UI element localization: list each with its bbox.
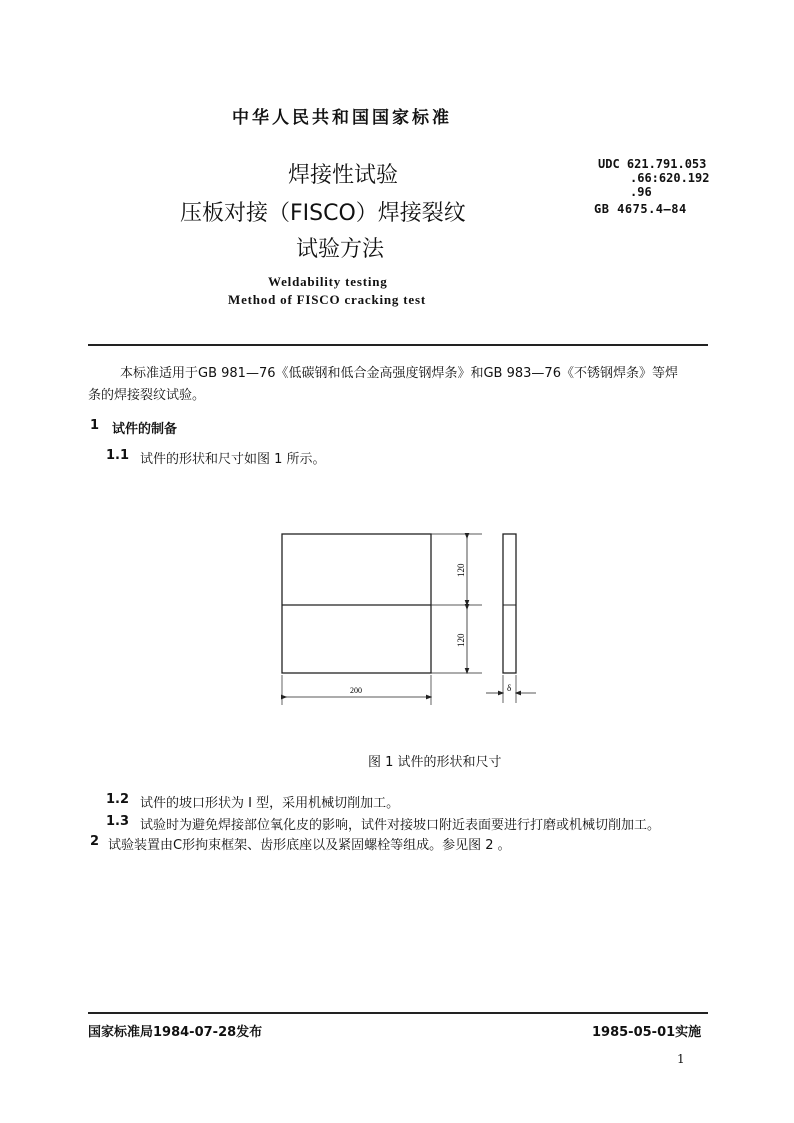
section-2-text: 试验装置由C形拘束框架、齿形底座以及紧固螺栓等组成。参见图 2 。	[108, 838, 511, 853]
header-divider	[88, 344, 708, 346]
dimension-label-thickness: δ	[507, 683, 512, 693]
udc-code-line-3: .96	[630, 185, 652, 199]
section-1-title: 试件的制备	[112, 422, 178, 437]
clause-1-1-number: 1.1	[106, 448, 130, 463]
figure-1-caption: 图 1 试件的形状和尺寸	[368, 755, 502, 770]
implementation-date: 1985-05-01实施	[592, 1025, 702, 1040]
dimension-label-height-bottom: 120	[456, 633, 466, 647]
english-title-line-1: Weldability testing	[268, 274, 388, 289]
clause-1-1-text: 试件的形状和尺寸如图 1 所示。	[140, 452, 326, 467]
footer-divider	[88, 1012, 708, 1014]
national-standard-heading: 中华人民共和国国家标准	[232, 108, 452, 128]
udc-code-line-2: .66:620.192	[630, 171, 710, 185]
page-number: 1	[677, 1052, 685, 1066]
clause-1-2-text: 试件的坡口形状为 I 型，采用机械切削加工。	[140, 796, 400, 811]
title-line-2: 压板对接（FISCO）焊接裂纹	[180, 201, 466, 226]
intro-line-1: 本标准适用于GB 981—76《低碳钢和低合金高强度钢焊条》和GB 983—76《不锈钢焊条》等焊	[120, 366, 678, 381]
intro-line-2: 条的焊接裂纹试验。	[88, 388, 206, 403]
title-line-3: 试验方法	[296, 237, 385, 262]
dimension-label-width: 200	[350, 686, 362, 695]
title-line-1: 焊接性试验	[288, 163, 399, 188]
english-title-line-2: Method of FISCO cracking test	[228, 292, 426, 307]
specimen-plate-front	[282, 534, 431, 673]
udc-code-line-1: UDC 621.791.053	[598, 157, 707, 171]
specimen-plate-side	[503, 534, 516, 673]
specimen-figure	[270, 525, 550, 710]
issued-date: 国家标准局1984-07-28发布	[88, 1025, 263, 1040]
clause-1-3-number: 1.3	[106, 814, 130, 829]
section-1-number: 1	[90, 418, 100, 433]
section-2-number: 2	[90, 834, 100, 849]
clause-1-2-number: 1.2	[106, 792, 130, 807]
clause-1-3-text: 试验时为避免焊接部位氧化皮的影响，试件对接坡口附近表面要进行打磨或机械切削加工。	[140, 818, 661, 833]
dimension-label-height-top: 120	[456, 563, 466, 577]
standard-number: GB 4675.4—84	[594, 202, 687, 216]
